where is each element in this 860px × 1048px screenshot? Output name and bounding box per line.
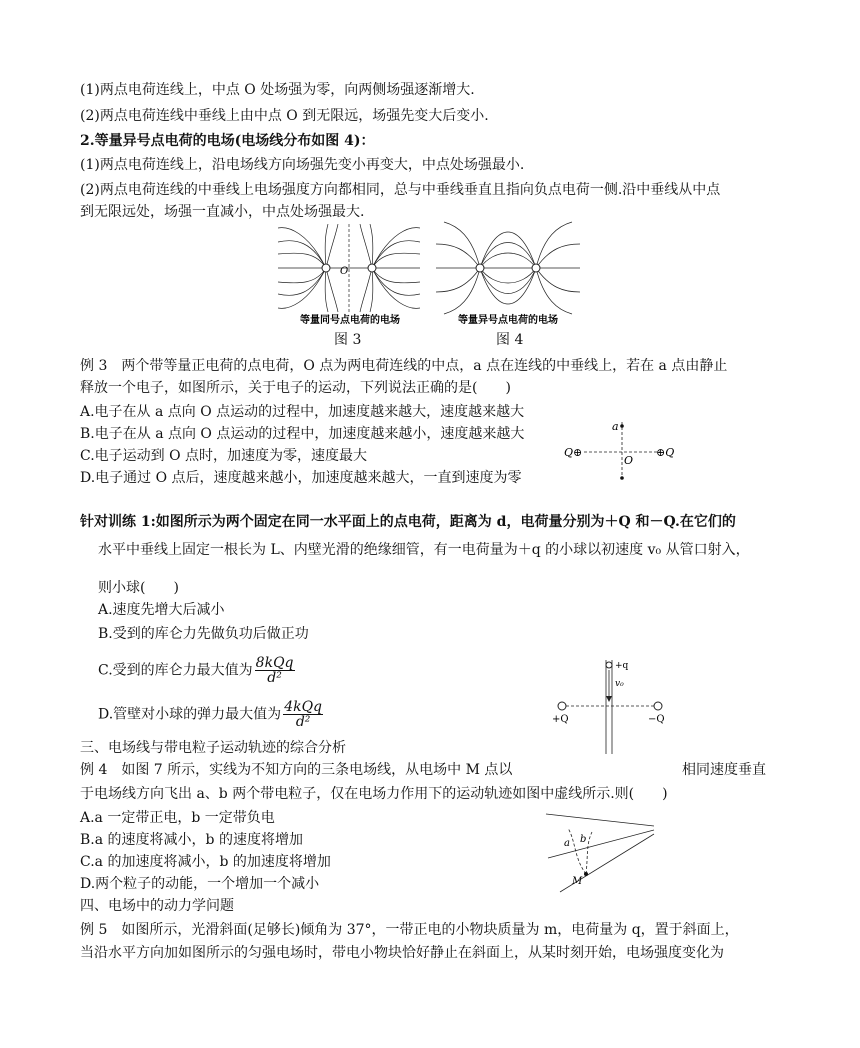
text-line: (1)两点电荷连线上，中点 O 处场强为零，向两侧场强逐渐增大. [80, 82, 475, 98]
subheading: 2.等量异号点电荷的电场(电场线分布如图 4)： [80, 133, 375, 149]
question-stem: 例 4 如图 7 所示，实线为不知方向的三条电场线，从电场中 M 点以 [80, 762, 513, 778]
option-d: D.两个粒子的动能，一个增加一个减小 [80, 876, 320, 892]
figure-label: 图 3 [334, 332, 362, 348]
option-a: A.速度先增大后减小 [98, 602, 225, 618]
option-c: C.a 的加速度将减小，b 的加速度将增加 [80, 854, 331, 870]
question-stem: 于电场线方向飞出 a、b 两个带电粒子，仅在电场力作用下的运动轨迹如图中虚线所示.则( ) [80, 786, 668, 802]
example-4-diagram [540, 808, 660, 894]
svg-text:M: M [572, 876, 583, 887]
svg-text:+q: +q [615, 661, 629, 671]
figure-caption: 等量异号点电荷的电场 [458, 315, 558, 326]
option-b: B.a 的速度将减小，b 的速度将增加 [80, 832, 303, 848]
svg-text:⊕Q: ⊕Q [656, 446, 675, 459]
question-stem: 释放一个电子，如图所示，关于电子的运动，下列说法正确的是( ) [80, 380, 511, 396]
svg-text:−Q: −Q [648, 714, 665, 725]
option-c: C.电子运动到 O 点时，加速度为零，速度最大 [80, 448, 368, 464]
text-line: (1)两点电荷连线上，沿电场线方向场强先变小再变大，中点处场强最小. [80, 157, 525, 173]
svg-text:v₀: v₀ [615, 679, 624, 689]
svg-text:a: a [564, 838, 570, 849]
option-c: C.受到的库仑力最大值为 $\frac{\text{8kQq}}{\text{d²}}$ [98, 655, 294, 686]
svg-text:a: a [612, 420, 619, 433]
svg-text:Q⊕: Q⊕ [564, 446, 583, 459]
question-stem: 当沿水平方向加如图所示的匀强电场时，带电小物块恰好静止在斜面上，从某时刻开始，电场强度变化为 [80, 945, 724, 961]
section-title: 四、电场中的动力学问题 [80, 898, 234, 914]
question-stem: 相同速度垂直 [682, 762, 766, 778]
question-stem: 例 5 如图所示，光滑斜面(足够长)倾角为 37°，一带正电的小物块质量为 m，电荷量为 q，置于斜面上， [80, 922, 739, 938]
figure-label: 图 4 [496, 332, 524, 348]
figure-4-unlike-charges [436, 220, 580, 326]
training-stem: 则小球( ) [98, 580, 179, 596]
text-line: 到无限远处，场强一直减小，中点处场强最大. [80, 204, 365, 220]
figure-3-like-charges [278, 224, 420, 326]
option-d: D.电子通过 O 点后，速度越来越小，加速度越来越大，一直到速度为零 [80, 470, 522, 486]
training-stem: 针对训练 1:如图所示为两个固定在同一水平面上的点电荷，距离为 d，电荷量分别为＋Q 和－Q.在它们的 [80, 514, 736, 530]
svg-text:+Q: +Q [552, 714, 569, 725]
option-a: A.a 一定带正电，b 一定带负电 [80, 810, 275, 826]
text-line: (2)两点电荷连线的中垂线上电场强度方向都相同，总与中垂线垂直且指向负点电荷一侧.沿中垂线从中点 [80, 182, 721, 198]
svg-text:O: O [624, 454, 634, 467]
option-d: D.管壁对小球的弹力最大值为 $\frac{\text{4kQq}}{\text{d²}}$ [98, 699, 323, 730]
section-title: 三、电场线与带电粒子运动轨迹的综合分析 [80, 740, 346, 756]
training-stem: 水平中垂线上固定一根长为 L、内壁光滑的绝缘细管，有一电荷量为＋q 的小球以初速度 v₀ 从管口射入， [98, 542, 750, 558]
text-line: (2)两点电荷连线中垂线上由中点 O 到无限远，场强先变大后变小. [80, 108, 489, 124]
option-b: B.受到的库仑力先做负功后做正功 [98, 626, 309, 642]
label-O: O [340, 266, 349, 277]
figure-caption: 等量同号点电荷的电场 [300, 315, 400, 326]
question-stem: 例 3 两个带等量正电荷的点电荷，O 点为两电荷连线的中点，a 点在连线的中垂线上，若在 a 点由静止 [80, 358, 728, 374]
option-b: B.电子在从 a 点向 O 点运动的过程中，加速度越来越小，速度越来越大 [80, 426, 525, 442]
training-1-diagram [550, 656, 680, 756]
svg-text:b: b [580, 834, 587, 845]
example-3-diagram [564, 416, 684, 486]
option-a: A.电子在从 a 点向 O 点运动的过程中，加速度越来越大，速度越来越大 [80, 404, 525, 420]
